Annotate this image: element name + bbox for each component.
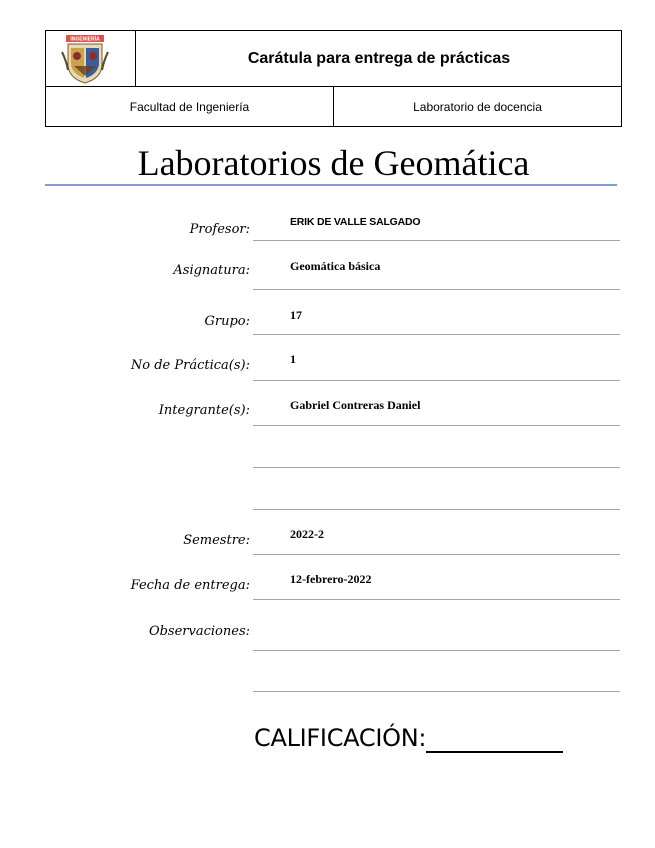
- profesor-label: Profesor:: [189, 222, 250, 237]
- practica-label: No de Práctica(s):: [130, 358, 250, 373]
- fecha-line: [253, 599, 620, 600]
- grupo-label: Grupo:: [204, 314, 250, 329]
- integrantes-label: Integrante(s):: [158, 403, 250, 418]
- asignatura-value: Geomática básica: [290, 259, 381, 273]
- calificacion-label: CALIFICACIÓN:: [254, 724, 427, 752]
- profesor-value: ERIK DE VALLE SALGADO: [290, 216, 421, 228]
- title-underline: [45, 184, 617, 186]
- grupo-line: [253, 334, 620, 335]
- header-row-bottom: [46, 87, 621, 127]
- fecha-label: Fecha de entrega:: [130, 578, 250, 593]
- integrantes-line-2: [253, 467, 620, 468]
- header-table: [45, 30, 622, 127]
- semestre-label: Semestre:: [183, 533, 250, 548]
- asignatura-label: Asignatura:: [173, 263, 250, 278]
- integrantes-value: Gabriel Contreras Daniel: [290, 398, 421, 412]
- logo-cell: [46, 31, 136, 86]
- lab-cell: Laboratorio de docencia: [413, 100, 542, 114]
- integrantes-line-3: [253, 509, 620, 510]
- calificacion-blank: [426, 751, 563, 753]
- logo-text: INGENIERÍA: [70, 36, 100, 43]
- practica-value: 1: [290, 352, 296, 366]
- semestre-value: 2022-2: [290, 527, 324, 541]
- page-title: Laboratorios de Geomática: [137, 143, 530, 183]
- semestre-line: [253, 554, 620, 555]
- asignatura-line: [253, 289, 620, 290]
- observaciones-label: Observaciones:: [148, 624, 250, 639]
- practica-line: [253, 380, 620, 381]
- profesor-line: [253, 240, 620, 241]
- grupo-value: 17: [290, 308, 302, 322]
- header-row-top: [46, 31, 621, 87]
- fecha-value: 12-febrero-2022: [290, 572, 372, 586]
- observaciones-line-2: [253, 691, 620, 692]
- integrantes-line-1: [253, 425, 620, 426]
- faculty-cell: Facultad de Ingeniería: [46, 87, 334, 127]
- header-title: Carátula para entrega de prácticas: [247, 49, 511, 67]
- unam-shield-icon: [60, 34, 110, 84]
- observaciones-line-1: [253, 650, 620, 651]
